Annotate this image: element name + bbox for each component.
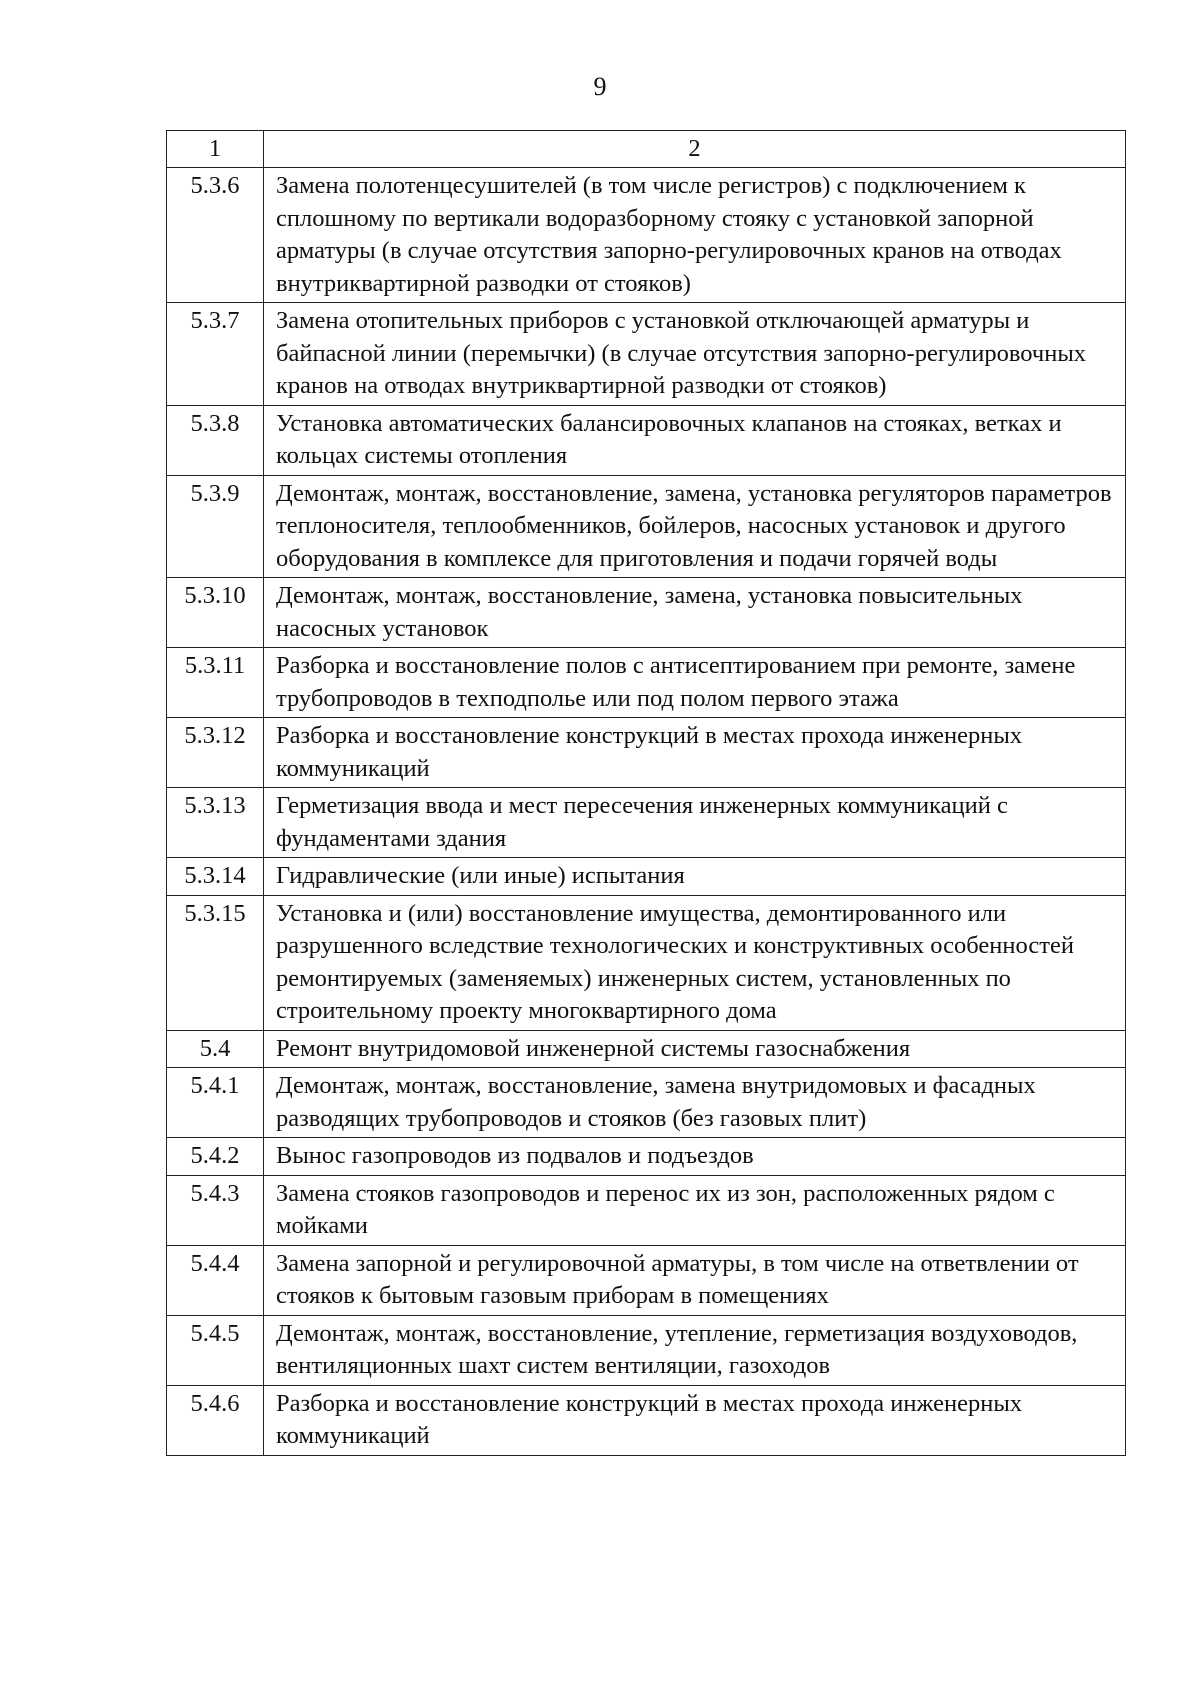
page-number: 9 xyxy=(593,72,607,101)
row-number: 5.4.2 xyxy=(167,1138,264,1176)
row-number: 5.3.10 xyxy=(167,578,264,648)
row-description: Герметизация ввода и мест пересечения инженерных коммуникаций с фундаментами здания xyxy=(264,788,1126,858)
row-description: Демонтаж, монтаж, восстановление, замена, установка регуляторов параметров теплоносителя, теплообменников, бойлеров, насосных установок и другого оборудования в комплексе для приготовления и подачи горячей воды xyxy=(264,475,1126,578)
table-row xyxy=(167,895,1126,1030)
row-number: 5.3.8 xyxy=(167,405,264,475)
row-description: Гидравлические (или иные) испытания xyxy=(264,858,1126,896)
row-description: Разборка и восстановление конструкций в местах прохода инженерных коммуникаций xyxy=(264,1385,1126,1455)
table-row xyxy=(167,1030,1126,1068)
header-column-description: 2 xyxy=(264,131,1126,168)
works-table xyxy=(166,130,1126,1456)
row-description: Замена полотенцесушителей (в том числе регистров) с подключением к сплошному по вертикали водоразборному стояку с установкой запорной арматуры (в случае отсутствия запорно-регулировочных кранов на отводах внутриквартирной разводки от стояков) xyxy=(264,168,1126,303)
table-row xyxy=(167,788,1126,858)
table-row xyxy=(167,1138,1126,1176)
row-description: Замена запорной и регулировочной арматуры, в том числе на ответвлении от стояков к бытовым газовым приборам в помещениях xyxy=(264,1245,1126,1315)
row-number: 5.3.9 xyxy=(167,475,264,578)
table-row xyxy=(167,578,1126,648)
table-row xyxy=(167,405,1126,475)
row-description: Ремонт внутридомовой инженерной системы газоснабжения xyxy=(264,1030,1126,1068)
table-row xyxy=(167,648,1126,718)
row-description: Установка автоматических балансировочных клапанов на стояках, ветках и кольцах системы отопления xyxy=(264,405,1126,475)
table-row xyxy=(167,1315,1126,1385)
table-row xyxy=(167,1385,1126,1455)
table-row xyxy=(167,1245,1126,1315)
row-number: 5.4 xyxy=(167,1030,264,1068)
row-description: Демонтаж, монтаж, восстановление, утепление, герметизация воздуховодов, вентиляционных шахт систем вентиляции, газоходов xyxy=(264,1315,1126,1385)
row-number: 5.4.3 xyxy=(167,1175,264,1245)
row-number: 5.3.14 xyxy=(167,858,264,896)
row-description: Установка и (или) восстановление имущества, демонтированного или разрушенного вследствие технологических и конструктивных особенностей ремонтируемых (заменяемых) инженерных систем, установленных по строительному проекту многоквартирного дома xyxy=(264,895,1126,1030)
header-column-number: 1 xyxy=(167,131,264,168)
table-row xyxy=(167,718,1126,788)
row-description: Замена отопительных приборов с установкой отключающей арматуры и байпасной линии (перемычки) (в случае отсутствия запорно-регулировочных кранов на отводах внутриквартирной разводки от стояков) xyxy=(264,303,1126,406)
row-number: 5.4.5 xyxy=(167,1315,264,1385)
table-row xyxy=(167,475,1126,578)
row-number: 5.3.12 xyxy=(167,718,264,788)
table-row xyxy=(167,1068,1126,1138)
row-description: Замена стояков газопроводов и перенос их из зон, расположенных рядом с мойками xyxy=(264,1175,1126,1245)
table-row xyxy=(167,303,1126,406)
row-number: 5.3.15 xyxy=(167,895,264,1030)
row-description: Демонтаж, монтаж, восстановление, замена внутридомовых и фасадных разводящих трубопроводов и стояков (без газовых плит) xyxy=(264,1068,1126,1138)
table-row xyxy=(167,168,1126,303)
row-description: Демонтаж, монтаж, восстановление, замена, установка повысительных насосных установок xyxy=(264,578,1126,648)
row-number: 5.4.1 xyxy=(167,1068,264,1138)
row-number: 5.3.7 xyxy=(167,303,264,406)
row-number: 5.4.4 xyxy=(167,1245,264,1315)
row-number: 5.4.6 xyxy=(167,1385,264,1455)
table-row xyxy=(167,858,1126,896)
row-number: 5.3.6 xyxy=(167,168,264,303)
row-number: 5.3.11 xyxy=(167,648,264,718)
row-description: Разборка и восстановление конструкций в местах прохода инженерных коммуникаций xyxy=(264,718,1126,788)
table-header-row xyxy=(167,131,1126,168)
row-description: Вынос газопроводов из подвалов и подъездов xyxy=(264,1138,1126,1176)
row-number: 5.3.13 xyxy=(167,788,264,858)
table-row xyxy=(167,1175,1126,1245)
row-description: Разборка и восстановление полов с антисептированием при ремонте, замене трубопроводов в техподполье или под полом первого этажа xyxy=(264,648,1126,718)
